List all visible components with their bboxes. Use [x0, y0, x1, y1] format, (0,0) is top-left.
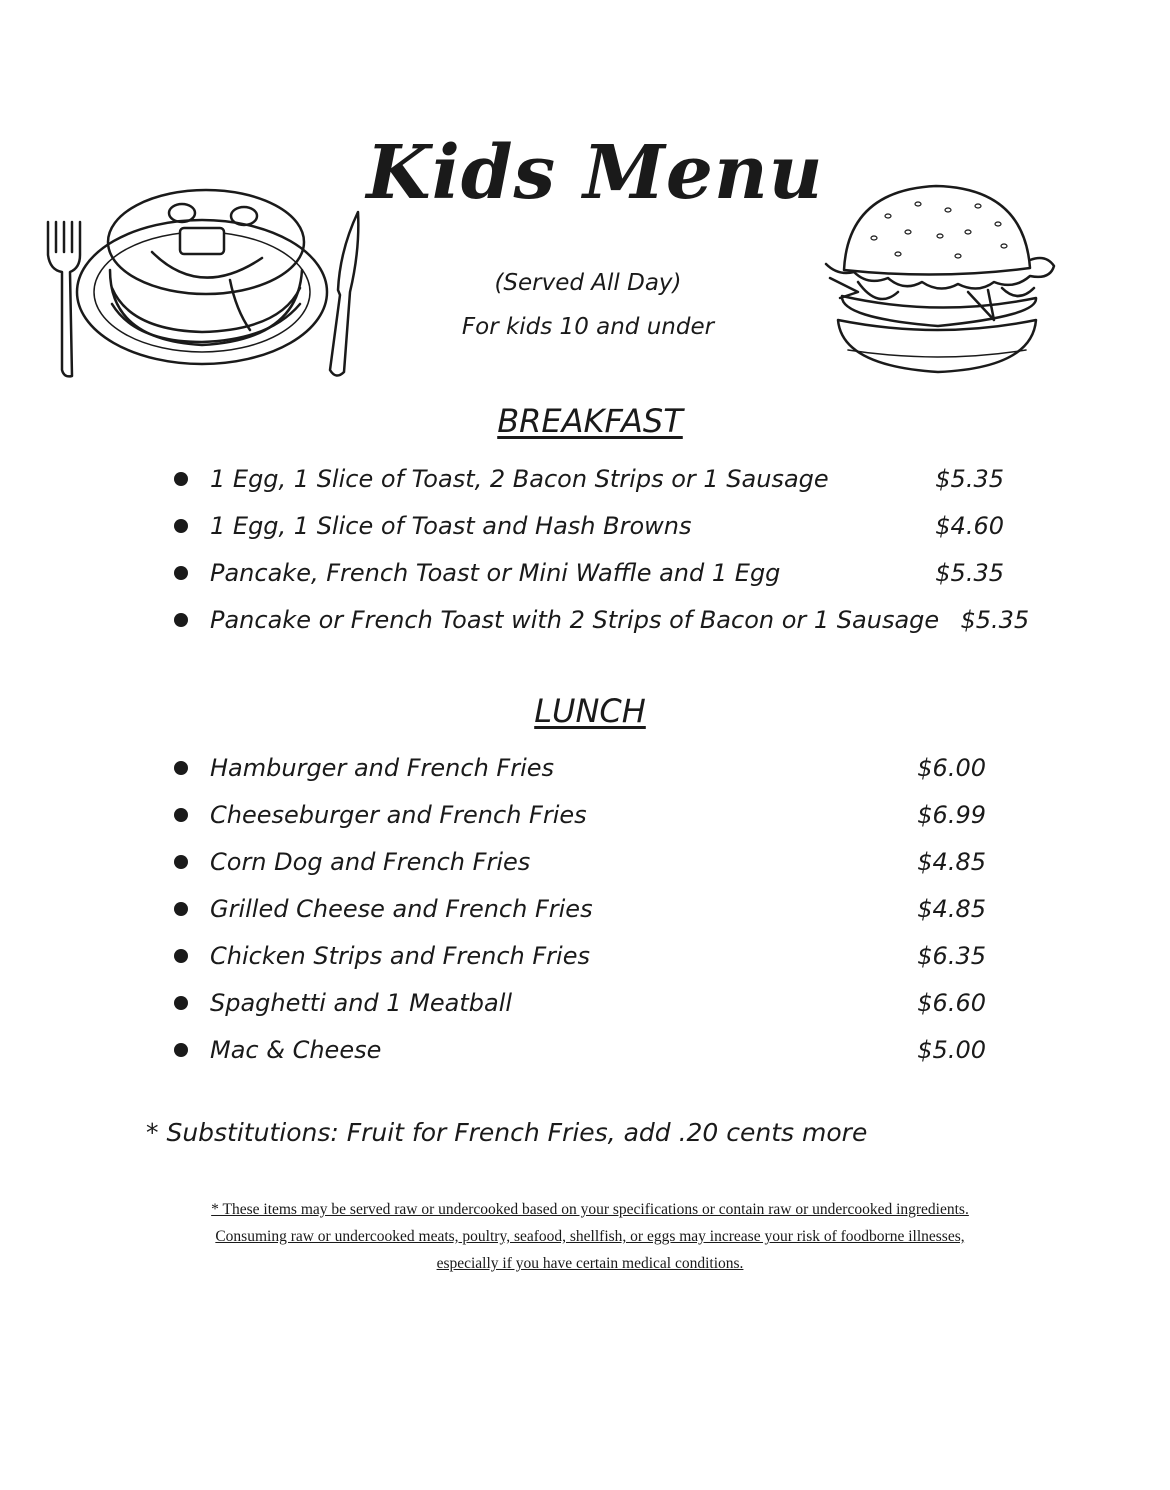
item-price: $6.00: [917, 753, 986, 782]
bullet-icon: [174, 761, 188, 775]
list-item: [174, 744, 1004, 791]
disclaimer-line-1: * These items may be served raw or undercooked based on your specifications or contain raw or undercooked ingredients.: [211, 1201, 969, 1218]
item-name: 1 Egg, 1 Slice of Toast and Hash Browns: [210, 511, 692, 540]
food-safety-disclaimer: [150, 1196, 1030, 1277]
list-item: [174, 502, 1004, 549]
item-name: Pancake, French Toast or Mini Waffle and 1 Egg: [210, 558, 781, 587]
item-price: $6.35: [917, 941, 986, 970]
item-price: $5.00: [917, 1035, 986, 1064]
bullet-icon: [174, 949, 188, 963]
bullet-icon: [174, 1043, 188, 1057]
page-title: Kids Menu: [366, 130, 824, 216]
list-item: [174, 791, 1004, 838]
item-price: $5.35: [960, 605, 1030, 634]
item-price: $4.60: [935, 511, 1004, 540]
list-item: [174, 596, 1030, 643]
list-item: [174, 885, 1004, 932]
item-price: $6.99: [917, 800, 986, 829]
item-name: Hamburger and French Fries: [210, 753, 555, 782]
item-name: Mac & Cheese: [210, 1035, 382, 1064]
list-item: [174, 932, 1004, 979]
served-all-day-text: (Served All Day): [494, 270, 682, 296]
item-price: $6.60: [917, 988, 986, 1017]
list-item: [174, 1026, 1004, 1073]
breakfast-list: [174, 455, 1030, 643]
item-name: Grilled Cheese and French Fries: [210, 894, 593, 923]
age-note-text: For kids 10 and under: [461, 314, 715, 340]
bullet-icon: [174, 519, 188, 533]
breakfast-heading: BREAKFAST: [497, 402, 683, 440]
item-price: $5.35: [935, 558, 1004, 587]
substitution-note: * Substitutions: Fruit for French Fries, add .20 cents more: [146, 1118, 868, 1147]
bullet-icon: [174, 472, 188, 486]
list-item: [174, 838, 1004, 885]
bullet-icon: [174, 996, 188, 1010]
lunch-heading: LUNCH: [534, 692, 646, 730]
list-item: [174, 455, 1004, 502]
disclaimer-line-3: especially if you have certain medical conditions.: [436, 1255, 744, 1272]
bullet-icon: [174, 808, 188, 822]
bullet-icon: [174, 613, 188, 627]
bullet-icon: [174, 566, 188, 580]
list-item: [174, 979, 1004, 1026]
item-price: $4.85: [917, 847, 986, 876]
item-price: $4.85: [917, 894, 986, 923]
item-name: Corn Dog and French Fries: [210, 847, 531, 876]
item-price: $5.35: [935, 464, 1004, 493]
disclaimer-line-2: Consuming raw or undercooked meats, poultry, seafood, shellfish, or eggs may increase your risk of foodborne illnesses,: [215, 1228, 965, 1245]
bullet-icon: [174, 902, 188, 916]
list-item: [174, 549, 1004, 596]
item-name: Chicken Strips and French Fries: [210, 941, 590, 970]
item-name: Cheeseburger and French Fries: [210, 800, 587, 829]
bullet-icon: [174, 855, 188, 869]
item-name: 1 Egg, 1 Slice of Toast, 2 Bacon Strips or 1 Sausage: [210, 464, 829, 493]
lunch-list: [174, 744, 1004, 1073]
item-name: Spaghetti and 1 Meatball: [210, 988, 513, 1017]
item-name: Pancake or French Toast with 2 Strips of Bacon or 1 Sausage: [210, 605, 940, 634]
